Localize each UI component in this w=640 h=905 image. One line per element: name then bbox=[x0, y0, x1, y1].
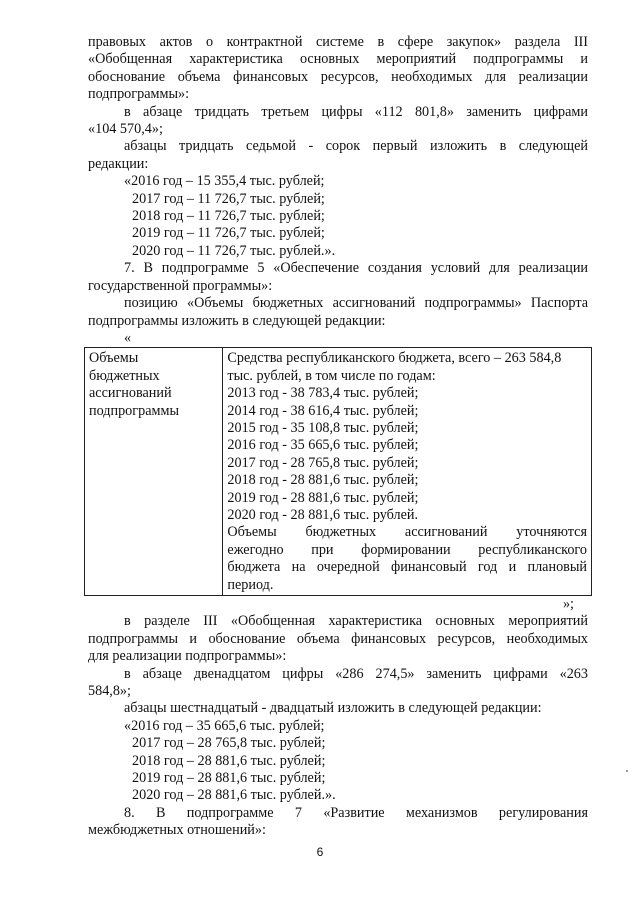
paragraph-replace-12 bbox=[88, 666, 588, 701]
year-line: 2014 год - 38 616,4 тыс. рублей; bbox=[227, 402, 419, 419]
year-line: 2018 год – 11 726,7 тыс. рублей; bbox=[132, 208, 325, 225]
text-line: позицию «Объемы бюджетных ассигнований подпрограммы» Паспорта bbox=[124, 295, 588, 312]
text-line: подпрограммы»: bbox=[88, 86, 190, 103]
paragraph-item-8 bbox=[88, 805, 588, 840]
text-line: 7. В подпрограмме 5 «Обеспечение создания условий для реализации bbox=[124, 260, 588, 277]
paragraph-law-acts bbox=[88, 34, 588, 104]
year-line: 2015 год - 35 108,8 тыс. рублей; bbox=[227, 419, 419, 436]
paragraph-item-7 bbox=[88, 260, 588, 295]
year-line: 2020 год – 28 881,6 тыс. рублей.». bbox=[132, 787, 336, 804]
year-line: 2019 год – 11 726,7 тыс. рублей; bbox=[132, 225, 325, 242]
year-line: 2020 год – 11 726,7 тыс. рублей.». bbox=[132, 242, 336, 259]
year-line: 2019 год - 28 881,6 тыс. рублей; bbox=[227, 489, 419, 506]
note-line: бюджета на очередной финансовый год и плановый bbox=[227, 559, 587, 576]
text-line: «Обобщенная характеристика основных мероприятий подпрограммы и bbox=[88, 51, 588, 68]
table-row bbox=[85, 348, 592, 596]
year-line: 2013 год - 38 783,4 тыс. рублей; bbox=[227, 385, 419, 402]
close-quote: »; bbox=[562, 596, 574, 612]
year-line: 2017 год - 28 765,8 тыс. рублей; bbox=[227, 454, 419, 471]
table-cell-value bbox=[223, 348, 592, 596]
value-line: тыс. рублей, в том числе по годам: bbox=[227, 367, 436, 384]
paragraph-abz-37-41 bbox=[88, 138, 588, 173]
year-line: 2018 год - 28 881,6 тыс. рублей; bbox=[227, 472, 419, 489]
text-line: «104 570,4»; bbox=[88, 121, 163, 138]
note-line: период. bbox=[227, 576, 274, 593]
note-line: ежегодно при формировании республиканского bbox=[227, 541, 587, 558]
value-line: Средства республиканского бюджета, всего – 263 584,8 bbox=[227, 350, 562, 367]
year-line: 2016 год - 35 665,6 тыс. рублей; bbox=[227, 437, 419, 454]
years-list-2 bbox=[88, 718, 588, 805]
text-line: 8. В подпрограмме 7 «Развитие механизмов регулирования bbox=[124, 804, 588, 821]
text-line: для реализации подпрограммы»: bbox=[88, 648, 287, 665]
scan-speck bbox=[626, 770, 628, 772]
label-line: Объемы bbox=[89, 350, 139, 367]
years-list-1 bbox=[88, 173, 588, 260]
paragraph-abz-16-20: абзацы шестнадцатый - двадцатый изложить в следующей редакции: bbox=[124, 700, 542, 717]
year-line: 2017 год – 28 765,8 тыс. рублей; bbox=[132, 735, 326, 752]
text-line: 584,8»; bbox=[88, 683, 131, 700]
label-line: подпрограммы bbox=[89, 402, 179, 419]
text-line: межбюджетных отношений»: bbox=[88, 822, 266, 839]
table-cell-label bbox=[85, 348, 223, 596]
label-line: бюджетных bbox=[89, 367, 160, 384]
text-line: подпрограммы изложить в следующей редакции: bbox=[88, 312, 386, 329]
open-quote: « bbox=[124, 329, 132, 346]
year-line: «2016 год – 15 355,4 тыс. рублей; bbox=[124, 173, 325, 190]
text-line: абзацы тридцать седьмой - сорок первый изложить в следующей bbox=[124, 138, 588, 155]
text-line: правовых актов о контрактной системе в сфере закупок» раздела III bbox=[88, 34, 588, 50]
year-line: 2017 год – 11 726,7 тыс. рублей; bbox=[132, 190, 325, 207]
paragraph-position bbox=[88, 295, 588, 330]
text-line: в разделе III «Обобщенная характеристика основных мероприятий bbox=[124, 613, 588, 630]
year-line: «2016 год – 35 665,6 тыс. рублей; bbox=[124, 717, 325, 734]
year-line: 2020 год - 28 881,6 тыс. рублей. bbox=[227, 506, 419, 523]
page-number: 6 bbox=[316, 845, 324, 859]
year-line: 2019 год – 28 881,6 тыс. рублей; bbox=[132, 770, 326, 787]
text-line: обоснование объема финансовых ресурсов, необходимых для реализации bbox=[88, 68, 588, 85]
note-line: Объемы бюджетных ассигнований уточняются bbox=[227, 524, 587, 541]
text-line: подпрограммы и обоснование объема финансовых ресурсов, необходимых bbox=[88, 630, 588, 647]
passport-table bbox=[84, 347, 592, 596]
text-line: в абзаце двенадцатом цифры «286 274,5» заменить цифрами «263 bbox=[124, 665, 588, 682]
page-content bbox=[88, 34, 588, 840]
paragraph-section-3 bbox=[88, 613, 588, 665]
text-line: в абзаце тридцать третьем цифры «112 801,8» заменить цифрами bbox=[124, 103, 588, 120]
text-line: редакции: bbox=[88, 155, 149, 172]
paragraph-replace-33 bbox=[88, 104, 588, 139]
year-line: 2018 год – 28 881,6 тыс. рублей; bbox=[132, 752, 326, 769]
label-line: ассигнований bbox=[89, 385, 172, 402]
text-line: государственной программы»: bbox=[88, 277, 273, 294]
